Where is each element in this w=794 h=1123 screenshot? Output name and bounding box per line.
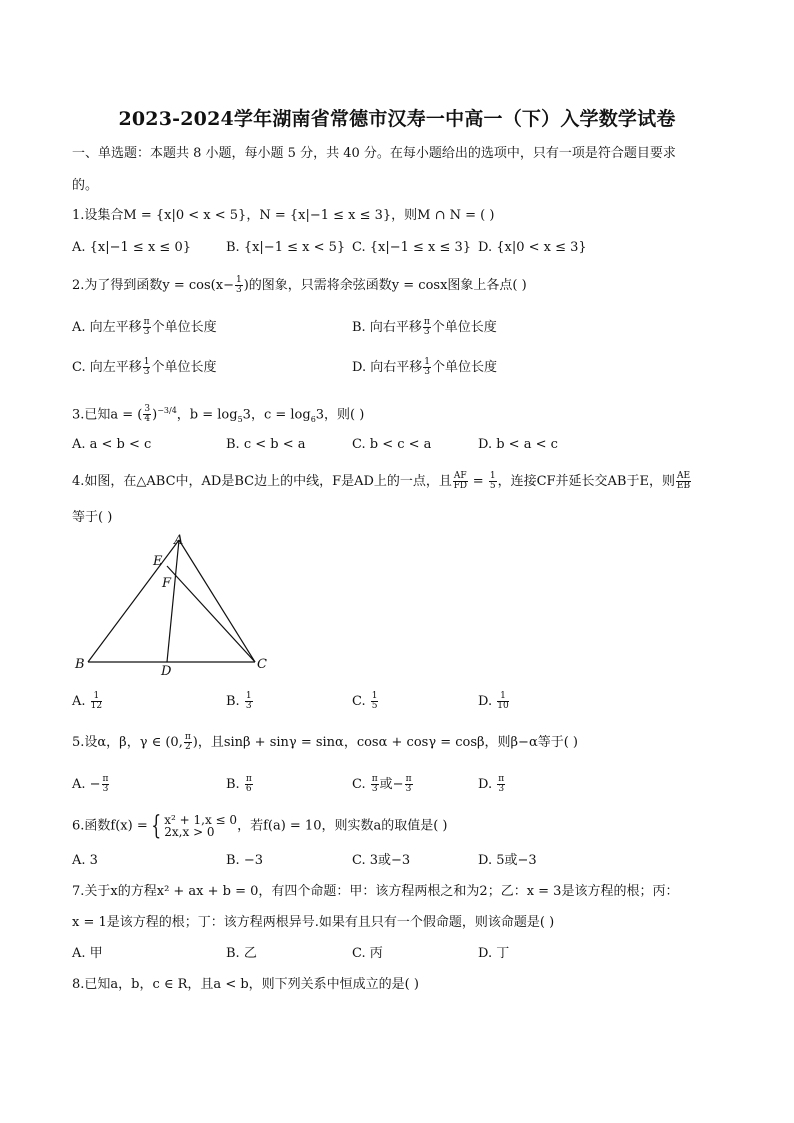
q2-option-a	[72, 318, 217, 337]
opt-fraction	[423, 318, 431, 337]
case-2: 2x,x > 0	[164, 825, 215, 839]
q5-option-b	[226, 775, 254, 794]
frac-den: 3	[424, 367, 430, 377]
q3-base-fraction	[143, 405, 151, 424]
q4-fraction	[453, 472, 468, 491]
case-1: x² + 1,x ≤ 0	[164, 813, 238, 827]
opt-text: A. 向左平移	[72, 320, 142, 335]
q1-stem: 1.设集合M = {x|0 < x < 5}，N = {x|−1 ≤ x ≤ 3}，则M ∩ N = ( )	[72, 208, 495, 223]
q2-option-d	[352, 358, 497, 377]
segment-ce	[167, 566, 255, 662]
frac-den: 3	[405, 784, 412, 794]
opt-fraction	[371, 692, 379, 711]
q6-stem-part: ，若f(a) = 10，则实数a的取值是( )	[237, 818, 448, 834]
opt-text: B. 向右平移	[352, 320, 422, 335]
opt-text: C.	[352, 694, 370, 709]
q7-stem: 7.关于x的方程x² + ax + b = 0，有四个命题：甲：该方程两根之和为2；乙：x = 3是该方程的根；丙：	[72, 884, 679, 899]
q6-stem	[72, 813, 448, 839]
section-heading: 一、单选题：本题共 8 小题，每小题 5 分，共 40 分。在每小题给出的选项中，只有一项是符合题目要求	[72, 146, 676, 161]
opt-fraction	[91, 692, 102, 711]
opt-text: C.	[352, 777, 370, 792]
q7-option-b: B. 乙	[226, 946, 257, 961]
q4-stem-cont: 等于( )	[72, 510, 113, 525]
q3-stem: 3.已知a = ( $\frac{3}{4}$ )$^{-3/4}$，$b = \log_53$，$c = \log_63$，则( )	[72, 404, 365, 425]
q8-stem: 8.已知a，b，c ∈ R，且a < b，则下列关系中恒成立的是( )	[72, 977, 419, 992]
q4-fraction	[489, 472, 497, 491]
frac-num: 1	[143, 357, 150, 367]
side-ab	[88, 540, 179, 662]
q3-option-a: A. a < b < c	[72, 437, 152, 452]
q1-option-a: A. {x|−1 ≤ x ≤ 0}	[72, 240, 191, 255]
opt-fraction	[405, 775, 413, 794]
label-b: B	[75, 657, 85, 672]
q4-stem-part: 4.如图，在△ABC中，AD是BC边上的中线，F是AD上的一点，且	[72, 474, 452, 489]
label-e: E	[153, 554, 163, 569]
opt-text: D. 向右平移	[352, 360, 423, 375]
q5-option-c	[352, 775, 414, 794]
label-c: C	[257, 657, 267, 672]
opt-fraction	[102, 775, 110, 794]
label-f: F	[162, 576, 172, 591]
q6-option-d: D. 5或−3	[478, 853, 537, 868]
frac-num: 1	[235, 275, 242, 285]
q2-option-c	[72, 358, 217, 377]
q4-option-b	[226, 692, 254, 711]
page-title: 2023-2024学年湖南省常德市汉寿一中高一（下）入学数学试卷	[118, 108, 676, 130]
opt-fraction	[143, 358, 151, 377]
q5-stem-part: )，且sinβ + sinγ = sinα，cosα + cosγ = cosβ，则β−α等于( )	[192, 735, 578, 750]
frac-den: 10	[497, 701, 509, 711]
q4-stem-part: ，连接CF并延长交AB于E，则	[497, 474, 675, 489]
q2-stem-part: 2.为了得到函数y = cos(x−	[72, 278, 234, 293]
opt-fraction	[245, 775, 253, 794]
opt-text: 个单位长度	[431, 360, 497, 375]
section-heading-cont: 的。	[72, 178, 99, 193]
opt-fraction	[497, 692, 508, 711]
q5-option-a	[72, 775, 110, 794]
q3-stem-part: 3，c = log	[242, 407, 311, 423]
q3-stem-part: 3.已知a = (	[72, 407, 143, 423]
frac-den: 5	[489, 481, 496, 491]
frac-num: 3	[144, 404, 151, 415]
frac-num: π	[245, 774, 252, 784]
frac-num: π	[143, 317, 150, 327]
q7-option-c: C. 丙	[352, 946, 383, 961]
opt-text: B.	[226, 777, 244, 792]
q4-option-c	[352, 692, 379, 711]
side-ac	[179, 540, 255, 662]
q6-stem-part: 6.函数f(x) =	[72, 818, 148, 834]
label-a: A	[174, 533, 184, 548]
frac-den: 3	[143, 367, 150, 377]
opt-fraction	[497, 775, 505, 794]
opt-text: D.	[478, 694, 497, 709]
median-ad	[167, 540, 179, 662]
frac-den: 3	[235, 285, 242, 295]
q7-stem-cont: x = 1是该方程的根；丁：该方程两根异号.如果有且只有一个假命题，则该命题是( )	[72, 915, 555, 930]
q2-stem	[72, 276, 527, 295]
frac-num: 1	[489, 471, 496, 481]
opt-fraction	[143, 318, 151, 337]
frac-num: 1	[245, 691, 252, 701]
q7-option-a: A. 甲	[72, 946, 103, 961]
q3-stem-part: 3，则( )	[315, 407, 365, 423]
q3-option-c: C. b < c < a	[352, 437, 432, 452]
frac-den: 3	[245, 701, 252, 711]
q1-option-b: B. {x|−1 ≤ x < 5}	[226, 240, 346, 255]
frac-num: π	[423, 317, 430, 327]
frac-den: 3	[423, 327, 430, 337]
q6-option-a: A. 3	[72, 853, 98, 868]
q6-option-b: B. −3	[226, 853, 263, 868]
frac-den: 4	[144, 414, 151, 425]
frac-den: 3	[102, 784, 109, 794]
q2-stem-part: )的图象，只需将余弦函数y = cosx图象上各点( )	[243, 278, 527, 293]
q1-option-c: C. {x|−1 ≤ x ≤ 3}	[352, 240, 472, 255]
q4-stem-part: =	[468, 474, 488, 489]
log-base: 6	[310, 414, 316, 424]
q3-stem-part: ，b = log	[176, 407, 238, 423]
q2-option-b	[352, 318, 497, 337]
label-d: D	[161, 664, 172, 678]
frac-den: 6	[245, 784, 252, 794]
q2-fraction	[235, 276, 243, 295]
opt-text: A. −	[72, 777, 101, 792]
q4-option-a	[72, 692, 103, 711]
opt-fraction	[423, 358, 431, 377]
frac-num: 1	[371, 691, 378, 701]
opt-text: 个单位长度	[151, 320, 217, 335]
opt-text: 或−	[379, 777, 404, 792]
opt-text: C. 向左平移	[72, 360, 142, 375]
frac-num: AF	[453, 471, 467, 481]
opt-text: 个单位长度	[151, 360, 217, 375]
q1-option-d: D. {x|0 < x ≤ 3}	[478, 240, 587, 255]
frac-den: 3	[371, 784, 378, 794]
frac-den: 2	[184, 742, 191, 752]
frac-den: 3	[498, 784, 505, 794]
q6-option-c: C. 3或−3	[352, 853, 411, 868]
frac-num: π	[498, 774, 505, 784]
frac-den: 5	[371, 701, 378, 711]
frac-den: EB	[676, 481, 691, 491]
q3-option-b: B. c < b < a	[226, 437, 306, 452]
opt-fraction	[245, 692, 253, 711]
q3-option-d: D. b < a < c	[478, 437, 558, 452]
frac-num: π	[184, 732, 191, 742]
frac-num: π	[371, 774, 378, 784]
q7-option-d: D. 丁	[478, 946, 510, 961]
triangle-figure	[66, 528, 286, 678]
opt-text: D.	[478, 777, 497, 792]
q5-fraction	[184, 733, 192, 752]
brace-glyph: {	[151, 811, 161, 841]
q5-option-d	[478, 775, 506, 794]
frac-den: 12	[90, 701, 103, 711]
q4-option-d	[478, 692, 510, 711]
frac-num: AE	[676, 471, 691, 481]
q5-stem	[72, 733, 578, 752]
piecewise-cases	[164, 814, 237, 838]
frac-num: 1	[91, 692, 102, 702]
frac-num: 1	[424, 357, 430, 367]
log-base: 5	[237, 414, 243, 424]
q4-stem	[72, 472, 692, 491]
frac-num: π	[102, 774, 109, 784]
opt-text: A.	[72, 694, 90, 709]
opt-text: 个单位长度	[431, 320, 497, 335]
frac-den: FD	[453, 481, 468, 491]
opt-fraction	[371, 775, 379, 794]
frac-num: π	[405, 774, 412, 784]
q5-stem-part: 5.设α，β，γ ∈ (0,	[72, 735, 183, 750]
frac-den: 3	[143, 327, 150, 337]
frac-num: 1	[497, 692, 508, 702]
opt-text: B.	[226, 694, 244, 709]
q3-exponent: −3/4	[157, 406, 177, 415]
q4-fraction	[676, 472, 691, 491]
